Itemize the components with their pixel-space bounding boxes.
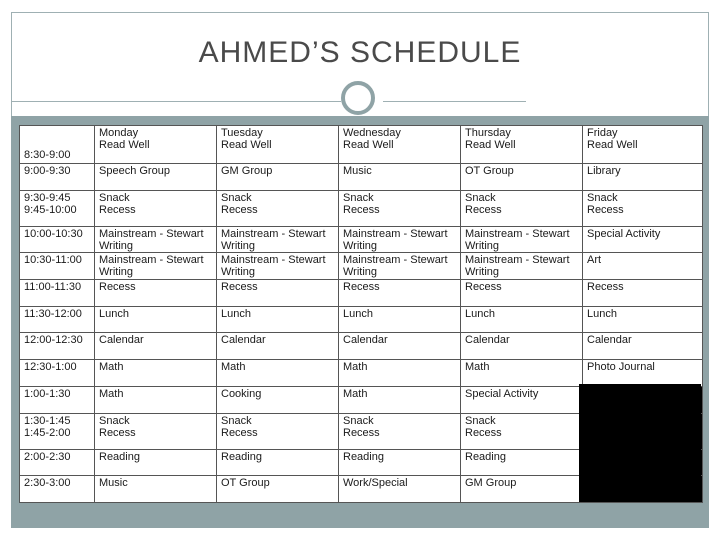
activity-label: Art <box>587 254 602 267</box>
activity-label: Cooking <box>221 387 262 400</box>
table-row <box>20 190 703 226</box>
time-cell <box>20 126 95 164</box>
activity-label: Reading <box>343 450 384 463</box>
activity-label: Recess <box>465 203 502 216</box>
schedule-cell <box>583 333 703 360</box>
activity-label: Reading <box>99 450 140 463</box>
activity-label: Special Activity <box>465 387 539 400</box>
schedule-cell <box>461 226 583 253</box>
schedule-cell <box>339 360 461 387</box>
schedule-cell <box>217 190 339 226</box>
day-header: Monday <box>99 127 139 139</box>
schedule-cell <box>95 190 217 226</box>
schedule-cell <box>583 253 703 280</box>
activity-label: Writing <box>343 239 378 252</box>
activity-label: Recess <box>587 281 624 294</box>
schedule-cell <box>583 360 703 387</box>
schedule-cell <box>217 449 339 476</box>
schedule-cell <box>339 190 461 226</box>
schedule-cell <box>95 449 217 476</box>
activity-label: Recess <box>343 281 380 294</box>
schedule-cell <box>95 413 217 449</box>
time-cell <box>20 449 95 476</box>
activity-label: Read Well <box>587 139 638 151</box>
activity-label: Mainstream - Stewart <box>99 254 204 267</box>
activity-label: Snack <box>221 414 252 427</box>
activity-label: Snack <box>99 414 130 427</box>
schedule-cell <box>461 164 583 191</box>
activity-label: GM Group <box>465 477 517 490</box>
activity-label: Mainstream - Stewart <box>221 254 326 267</box>
time-label: 1:45-2:00 <box>24 426 71 439</box>
table-row <box>20 164 703 191</box>
schedule-cell <box>461 126 583 164</box>
activity-label: Writing <box>465 266 500 279</box>
activity-label: Read Well <box>221 139 272 151</box>
day-header: Tuesday <box>221 127 263 139</box>
time-label: 8:30-9:00 <box>24 149 71 161</box>
activity-label: Writing <box>99 266 134 279</box>
activity-label: Math <box>465 361 490 374</box>
time-label: 1:30-1:45 <box>24 414 71 427</box>
activity-label: Writing <box>343 266 378 279</box>
schedule-cell <box>583 226 703 253</box>
activity-label: Snack <box>465 414 496 427</box>
schedule-cell <box>95 126 217 164</box>
schedule-cell <box>95 476 217 503</box>
title-divider-right <box>383 101 526 102</box>
schedule-cell <box>461 306 583 333</box>
schedule-cell <box>95 360 217 387</box>
schedule-cell <box>339 126 461 164</box>
activity-label: OT Group <box>221 477 270 490</box>
activity-label: Read Well <box>343 139 394 151</box>
time-cell <box>20 413 95 449</box>
activity-label: Library <box>587 165 621 177</box>
schedule-cell <box>583 126 703 164</box>
ring-ornament-icon <box>341 81 375 115</box>
activity-label: Lunch <box>465 307 495 320</box>
schedule-cell <box>95 280 217 307</box>
time-cell <box>20 306 95 333</box>
schedule-cell <box>339 449 461 476</box>
schedule-cell <box>339 280 461 307</box>
activity-label: Math <box>221 361 246 374</box>
day-header: Thursday <box>465 127 511 139</box>
schedule-cell <box>339 476 461 503</box>
activity-label: Snack <box>343 414 374 427</box>
schedule-cell <box>461 333 583 360</box>
schedule-cell <box>339 253 461 280</box>
schedule-cell <box>95 226 217 253</box>
schedule-cell <box>461 253 583 280</box>
activity-label: Calendar <box>99 334 144 347</box>
activity-label: Math <box>343 361 368 374</box>
activity-label: Photo Journal <box>587 361 655 374</box>
schedule-cell <box>339 164 461 191</box>
activity-label: Music <box>343 165 372 177</box>
activity-label: Lunch <box>587 307 617 320</box>
time-cell <box>20 333 95 360</box>
time-cell <box>20 360 95 387</box>
activity-label: Writing <box>221 266 256 279</box>
activity-label: GM Group <box>221 165 273 177</box>
schedule-cell <box>217 386 339 413</box>
time-cell <box>20 386 95 413</box>
time-label: 12:00-12:30 <box>24 334 83 347</box>
activity-label: Math <box>343 387 368 400</box>
time-cell <box>20 476 95 503</box>
activity-label: Snack <box>99 191 130 204</box>
schedule-cell <box>217 476 339 503</box>
table-row <box>20 226 703 253</box>
activity-label: Writing <box>465 239 500 252</box>
table-row <box>20 333 703 360</box>
activity-label: Lunch <box>343 307 373 320</box>
schedule-cell <box>583 164 703 191</box>
schedule-cell <box>95 164 217 191</box>
time-label: 2:30-3:00 <box>24 477 71 490</box>
time-label: 9:30-9:45 <box>24 191 71 204</box>
activity-label: Calendar <box>587 334 632 347</box>
activity-label: Lunch <box>99 307 129 320</box>
time-cell <box>20 226 95 253</box>
activity-label: Writing <box>99 239 134 252</box>
title-divider-left <box>11 101 341 102</box>
schedule-cell <box>461 360 583 387</box>
activity-label: Mainstream - Stewart <box>343 254 448 267</box>
activity-label: Special Activity <box>587 227 661 240</box>
schedule-cell <box>217 360 339 387</box>
activity-label: Snack <box>221 191 252 204</box>
table-row <box>20 360 703 387</box>
activity-label: Music <box>99 477 128 490</box>
schedule-cell <box>339 413 461 449</box>
schedule-cell <box>95 306 217 333</box>
activity-label: Math <box>99 361 124 374</box>
schedule-cell <box>217 126 339 164</box>
time-label: 9:00-9:30 <box>24 165 71 177</box>
schedule-cell <box>461 449 583 476</box>
schedule-cell <box>461 280 583 307</box>
activity-label: Math <box>99 387 124 400</box>
activity-label: Read Well <box>99 139 150 151</box>
activity-label: Recess <box>221 281 258 294</box>
table-row <box>20 306 703 333</box>
schedule-cell <box>217 413 339 449</box>
time-label: 2:00-2:30 <box>24 450 71 463</box>
activity-label: Reading <box>465 450 506 463</box>
day-header: Friday <box>587 127 618 139</box>
activity-label: Mainstream - Stewart <box>221 227 326 240</box>
time-label: 10:00-10:30 <box>24 227 83 240</box>
time-label: 1:00-1:30 <box>24 387 71 400</box>
day-header: Wednesday <box>343 127 401 139</box>
time-cell <box>20 280 95 307</box>
activity-label: Recess <box>343 203 380 216</box>
schedule-cell <box>461 190 583 226</box>
time-label: 11:30-12:00 <box>24 307 82 320</box>
schedule-cell <box>583 280 703 307</box>
page-title: AHMED’S SCHEDULE <box>198 36 522 69</box>
schedule-cell <box>339 306 461 333</box>
schedule-cell <box>461 476 583 503</box>
schedule-cell <box>217 333 339 360</box>
activity-label: Lunch <box>221 307 251 320</box>
schedule-cell <box>461 413 583 449</box>
redacted-area <box>579 384 701 502</box>
time-label: 12:30-1:00 <box>24 361 77 374</box>
activity-label: Reading <box>221 450 262 463</box>
time-label: 10:30-11:00 <box>24 254 82 267</box>
activity-label: Recess <box>221 426 258 439</box>
activity-label: OT Group <box>465 165 514 177</box>
activity-label: Speech Group <box>99 165 170 177</box>
activity-label: Recess <box>99 203 136 216</box>
activity-label: Recess <box>587 203 624 216</box>
activity-label: Snack <box>587 191 618 204</box>
schedule-cell <box>339 226 461 253</box>
schedule-cell <box>339 386 461 413</box>
time-cell <box>20 164 95 191</box>
table-row <box>20 280 703 307</box>
schedule-cell <box>95 333 217 360</box>
activity-label: Recess <box>99 426 136 439</box>
activity-label: Mainstream - Stewart <box>343 227 448 240</box>
activity-label: Recess <box>221 203 258 216</box>
activity-label: Calendar <box>343 334 388 347</box>
activity-label: Snack <box>465 191 496 204</box>
activity-label: Mainstream - Stewart <box>465 254 570 267</box>
schedule-cell <box>217 226 339 253</box>
time-label: 11:00-11:30 <box>24 281 82 294</box>
schedule-cell <box>583 306 703 333</box>
schedule-cell <box>461 386 583 413</box>
time-cell <box>20 190 95 226</box>
activity-label: Recess <box>465 426 502 439</box>
activity-label: Recess <box>99 281 136 294</box>
activity-label: Calendar <box>221 334 266 347</box>
activity-label: Recess <box>343 426 380 439</box>
schedule-cell <box>217 253 339 280</box>
activity-label: Read Well <box>465 139 516 151</box>
activity-label: Calendar <box>465 334 510 347</box>
schedule-cell <box>339 333 461 360</box>
activity-label: Snack <box>343 191 374 204</box>
activity-label: Mainstream - Stewart <box>465 227 570 240</box>
schedule-cell <box>583 190 703 226</box>
schedule-cell <box>217 306 339 333</box>
time-label: 9:45-10:00 <box>24 203 77 216</box>
schedule-cell <box>95 386 217 413</box>
activity-label: Recess <box>465 281 502 294</box>
activity-label: Writing <box>221 239 256 252</box>
table-row <box>20 253 703 280</box>
schedule-cell <box>217 164 339 191</box>
schedule-cell <box>217 280 339 307</box>
table-row <box>20 126 703 164</box>
activity-label: Work/Special <box>343 477 408 490</box>
schedule-cell <box>95 253 217 280</box>
activity-label: Mainstream - Stewart <box>99 227 204 240</box>
time-cell <box>20 253 95 280</box>
